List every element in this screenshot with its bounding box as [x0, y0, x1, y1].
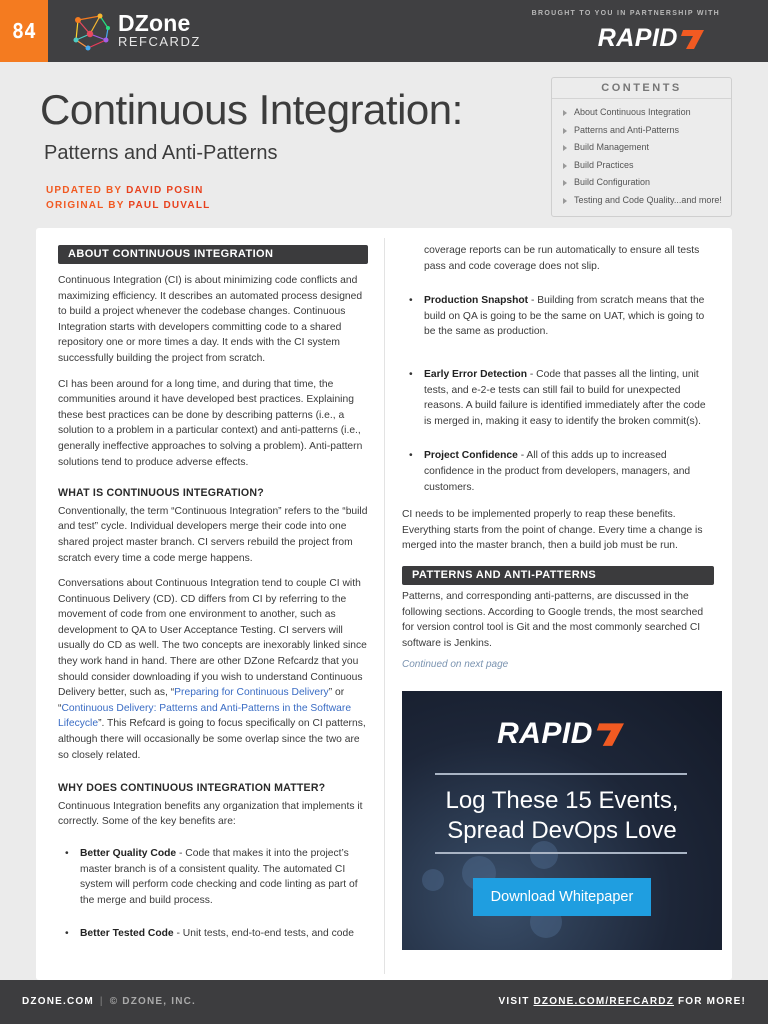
contents-item[interactable]: About Continuous Integration: [562, 104, 731, 122]
dzone-wordmark[interactable]: [118, 12, 201, 50]
ad-headline: Log These 15 Events, Spread DevOps Love: [445, 787, 679, 844]
footer-left: [22, 996, 196, 1007]
footer-separator: |: [99, 996, 104, 1007]
list-item: • Early Error Detection - Code that passes all the linting, unit tests, and e-2-e tests can still fail to build for unexpected reasons. A build failure is identified immediately after the code is merged in, making it easy to identify the broken commit(s).: [402, 367, 714, 429]
list-item: • Project Confidence - All of this adds up to increased confidence in the product from developers, managers, and customers.: [402, 448, 714, 495]
link-preparing-cd[interactable]: Preparing for Continuous Delivery: [174, 687, 329, 699]
section-heading-patterns: PATTERNS AND ANTI-PATTERNS: [402, 566, 714, 585]
right-column: [402, 243, 714, 673]
footer-copyright: © DZONE, INC.: [109, 996, 197, 1007]
ad-rule-bottom: [435, 852, 687, 854]
paragraph: CI needs to be implemented properly to reap these benefits. Everything starts from the point of change. Every time a change is merged into the master branch, then a build job must be run.: [402, 509, 703, 552]
paragraph: CI has been around for a long time, and during that time, the communities around it have developed best practices. Explaining these best practices can be done by describing patterns (i.e., a solution to a problem in a particular context) and anti-patterns (i.e., generally ineffective approaches to solving a problem). Anti-pattern solutions tend to produce adverse effects.: [58, 378, 363, 468]
contents-item[interactable]: Build Practices: [562, 157, 731, 175]
contents-heading: CONTENTS: [552, 82, 731, 99]
ad-rule-top: [435, 773, 687, 775]
contents-box: [551, 77, 732, 217]
paragraph: Continuous Integration benefits any organization that implements it correctly. Some of the key benefits are:: [58, 800, 363, 828]
decorative-bubble: [422, 869, 444, 891]
section-heading-about: ABOUT CONTINUOUS INTEGRATION: [58, 245, 368, 264]
subheading-why-ci: WHY DOES CONTINUOUS INTEGRATION MATTER?: [58, 782, 326, 795]
rapid7-advertisement[interactable]: [402, 691, 722, 950]
page-title: Continuous Integration:: [40, 86, 463, 133]
page-footer: [0, 980, 768, 1024]
rapid7-logo[interactable]: [598, 24, 706, 53]
rapid7-seven-icon: [595, 721, 627, 747]
contents-item[interactable]: Build Management: [562, 139, 731, 157]
contents-item[interactable]: Testing and Code Quality...and more!: [562, 192, 731, 210]
partner-label: BROUGHT TO YOU IN PARTNERSHIP WITH: [531, 10, 720, 17]
original-author: PAUL DUVALL: [128, 199, 211, 211]
brand-sub: REFCARDZ: [118, 34, 201, 49]
link-cd-patterns[interactable]: Continuous Delivery: Patterns and Anti-Patterns in the Software Lifecycle: [58, 702, 352, 730]
continued-note: Continued on next page: [402, 659, 509, 671]
original-by: ORIGINAL BY PAUL DUVALL: [46, 199, 211, 211]
subheading-what-is-ci: WHAT IS CONTINUOUS INTEGRATION?: [58, 487, 264, 500]
author-credits: [46, 184, 210, 213]
rapid7-seven-icon: [680, 28, 706, 50]
contents-list: [552, 99, 731, 209]
list-item: • Better Quality Code - Code that makes it into the project’s master branch is of a consistent quality. The automated CI system will perform code checking and code linting as part of the merge and build process.: [58, 846, 368, 908]
ad-rapid7-logo: [402, 717, 722, 751]
footer-site-link[interactable]: DZONE.COM: [22, 996, 94, 1007]
list-item: • Better Tested Code - Unit tests, end-to-end tests, and code: [58, 926, 368, 942]
paragraph: coverage reports can be run automatically to ensure all tests pass and code coverage does not slip.: [424, 245, 700, 272]
issue-number: 84: [0, 0, 48, 62]
column-divider: [384, 238, 385, 974]
paragraph: Continuous Integration (CI) is about minimizing code conflicts and maximizing efficiency. It describes an automated process designed to build a project whenever the codebase changes. Continuous Integration starts with developers committing code to a shared repository one or more times a day. It ends with the CI system successfully building the project from scratch.: [58, 275, 363, 364]
refcardz-link[interactable]: DZONE.COM/REFCARDZ: [533, 996, 674, 1007]
partner-name: RAPID: [597, 24, 678, 52]
contents-item[interactable]: Patterns and Anti-Patterns: [562, 122, 731, 140]
page-subtitle: Patterns and Anti-Patterns: [44, 142, 278, 164]
paragraph-cd: Conversations about Continuous Integration tend to couple CI with Continuous Delivery (CD). CD differs from CI by referring to the movement of code from one environment to another, such as development to QA to User Acceptance Testing. CI servers will usually do CD as well. The two concepts are inexorably linked since they work hand in hand. There are other DZone Refcardz that you should consider downloading if you wish to understand Continuous Delivery better, such as, “Preparing for Continuous Delivery” or “Continuous Delivery: Patterns and Anti-Patterns in the Software Lifecycle”. This Refcard is going to focus specifically on CI patterns, although there will occasionally be some overlap since the two are so closely related.: [58, 578, 367, 761]
left-column: [58, 245, 368, 960]
updated-author: DAVID POSIN: [126, 185, 204, 196]
ad-brand: RAPID: [497, 717, 593, 750]
list-item: • Production Snapshot - Building from scratch means that the build on QA is going to be the same on UAT, which is going to be the same as production.: [402, 293, 714, 340]
paragraph: Patterns, and corresponding anti-patterns, are discussed in the following sections. According to Google trends, the most searched for version control tool is Git and the most commonly searched CI software is Jenkins.: [402, 590, 704, 649]
dzone-logo-icon: [70, 10, 114, 52]
top-banner: [0, 0, 768, 62]
paragraph: Conventionally, the term “Continuous Integration” refers to the “build and test” cycle. Individual developers merge their code into one shared project master branch. CI servers rebuild the project from scratch every time a code merge happens.: [58, 505, 368, 564]
download-whitepaper-button[interactable]: Download Whitepaper: [473, 878, 651, 916]
footer-right: VISIT DZONE.COM/REFCARDZ FOR MORE!: [498, 996, 746, 1007]
updated-by: UPDATED BY DAVID POSIN: [46, 185, 204, 196]
brand-name: DZone: [118, 10, 191, 36]
contents-item[interactable]: Build Configuration: [562, 174, 731, 192]
